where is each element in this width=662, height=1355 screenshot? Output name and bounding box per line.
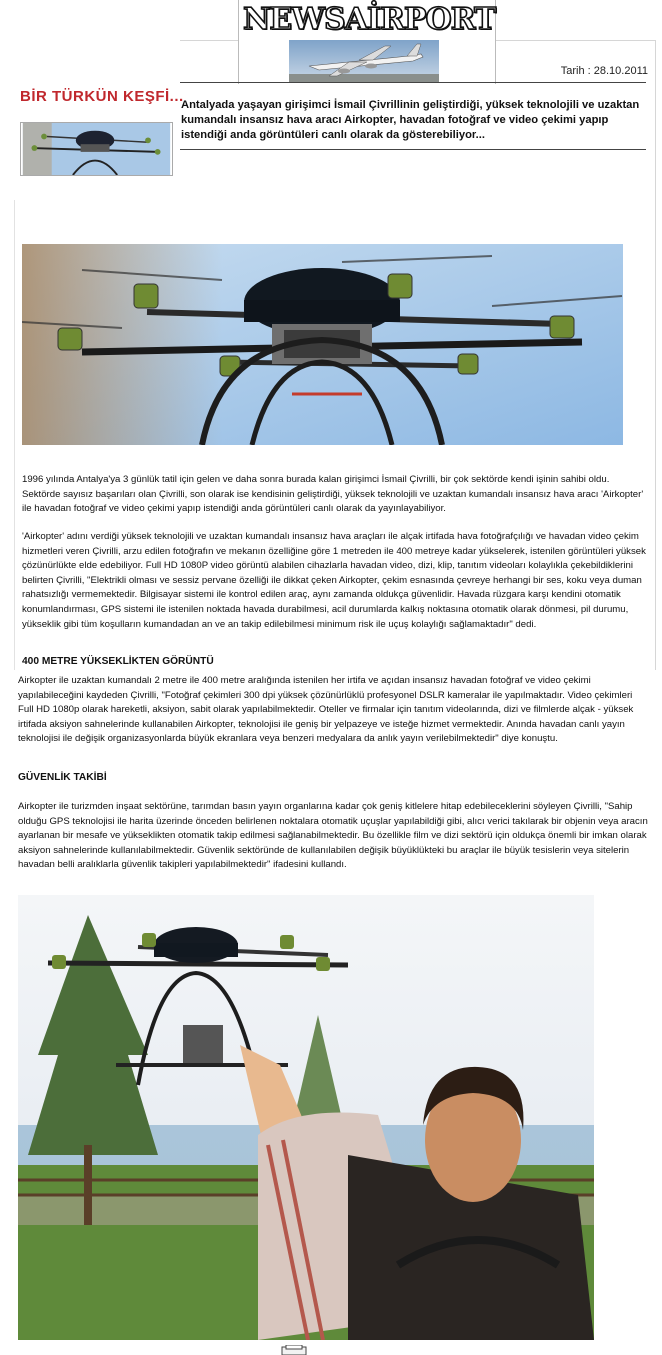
- drone-hero-photo: [22, 244, 623, 445]
- inventor-with-drone-photo: [18, 895, 594, 1340]
- article-paragraph-4: Airkopter ile turizmden inşaat sektörüne, tarımdan basın yayın organlarına kadar çok geniş kitlelere hitap edebileceklerini söyleyen Çivrilli, "Sahip olduğu GPS teknolojisi ile harita üzerinde önceden belirlenen noktalara otomatik uçuşlar yapılabildiği gibi, alıcı verici takılarak bir objenin veya aracın ayarlanan bir mesafe ve yükseklikten otomatik takip edilmesi sağlanabilmektedir. Bu özellikle film ve dizi sektörü için oldukça önemli bir imkan olarak aksiyon sahnelerinde kullanılabilmektedir. Güvenlik sektöründe de kullanılabilen değişik büyüklükteki bu araçlar ile büyük tesislerin veya sitelerin havadan belli aralıklarla güvenlik takipleri yapılabilmektedir" ifadesini kullandı.: [18, 801, 648, 871]
- airplane-icon: [289, 40, 439, 82]
- frame-right-rule: [655, 40, 656, 670]
- printer-icon[interactable]: [278, 1345, 310, 1355]
- article-lead: Antalyada yaşayan girişimci İsmail Çivrillinin geliştirdiği, yüksek teknolojili ve uzaktan kumandalı insansız hava aracı Airkopter, havadan fotoğraf ve video çekimi yapıp istendiği anda görüntüleri canlı olarak da gösterebiliyor...: [181, 99, 640, 141]
- section-heading-security: GÜVENLİK TAKİBİ: [18, 772, 107, 783]
- article-paragraph-3: Airkopter ile uzaktan kumandalı 2 metre ile 400 metre aralığında istenilen her irtifa ve açıdan insansız havadan fotoğraf ve video çekimi yapılabileceğini kaydeden Çivrilli, "Fotoğraf çekimleri 300 dpi yüksek çözünürlüklü profesyonel DSLR kameralar ile yapılmaktadır. Video çekimleri Full HD 1080p olarak hareketli, aksiyon, sabit olarak yapılabilmektedir. Oteller ve firmalar için tanıtım videolarında, dizi ve filmlerde alçak - yüksek irtifada aksiyon sahnelerinde kullanabilen Airkopter, teknolojisi ile geniş bir yelpazeye ve isteğe hizmet vermektedir. Anında havadan canlı yayın teknolojisi ile değişik organizasyonlarda büyük ekranlara veya benzeri medyalara da anlık yayın verilebilmektedir" diye konuştu.: [18, 675, 634, 745]
- drone-thumbnail-image[interactable]: [20, 122, 173, 176]
- article-paragraph-2: 'Airkopter' adını verdiği yüksek teknolojili ve uzaktan kumandalı insansız hava araçları ile alçak irtifada hava fotoğrafçılığı ve havadan video çekim hizmetleri veren Çivrilli, arzu edilen fotoğrafın ve mekanın özelliğine göre 1 metreden ile 400 metreye kadar yükselerek, istenilen görüntüleri yüksek çözünürlükte elde edebiliyor. Full HD 1080P video görüntü alabilen cihazlarla havadan video, dizi, klip, tanıtım videoları kolaylıkla çekebildiklerini belirten Çivrilli, "Elektrikli olması ve sessiz pervane özelliği ile dikkat çeken Airkopter, çekim esnasında çevreye herhangi bir ses, koku veya duman rahatsızlığı vermemektedir. Bilgisayar sistemi ile kontrol edilen araç, aynı zamanda oldukça güvenlidir. Havada rüzgara karşı kendini otomatik konumlandırması, GPS sistemi ile istenilen noktada havada durabilmesi, acil durumlarda kalkış noktasına otomatik olarak dönmesi, pil durumu, yükseklik gibi tüm koşulların kumandadan an ve an takip edilebilmesi minimum risk ile uçuş kolaylığı sağlamaktadır" dedi.: [22, 531, 646, 630]
- header-divider: [180, 82, 646, 83]
- site-logo[interactable]: NEWSAİRPORT: [243, 2, 496, 37]
- masthead: [238, 0, 496, 84]
- article-kicker: BİR TÜRKÜN KEŞFİ...: [20, 88, 184, 105]
- publish-date: Tarih : 28.10.2011: [560, 65, 648, 77]
- frame-left-rule: [14, 200, 15, 670]
- lead-divider: [180, 149, 646, 150]
- section-heading-400m: 400 METRE YÜKSEKLİKTEN GÖRÜNTÜ: [22, 656, 214, 667]
- article-paragraph-1: 1996 yılında Antalya'ya 3 günlük tatil için gelen ve daha sonra burada kalan girişimci İsmail Çivrilli, bir çok sektörde kendi işinin sahibi oldu. Sektörde sayısız başarıları olan Çivrilli, son olarak ise kendisinin geliştirdiği, yüksek teknolojili ve uzaktan kumandalı insansız hava aracı 'Airkopter' ile havadan fotoğraf ve video çekimi yapıp istendiği anda görüntüleri canlı olarak da yayınlayabiliyor.: [22, 474, 644, 515]
